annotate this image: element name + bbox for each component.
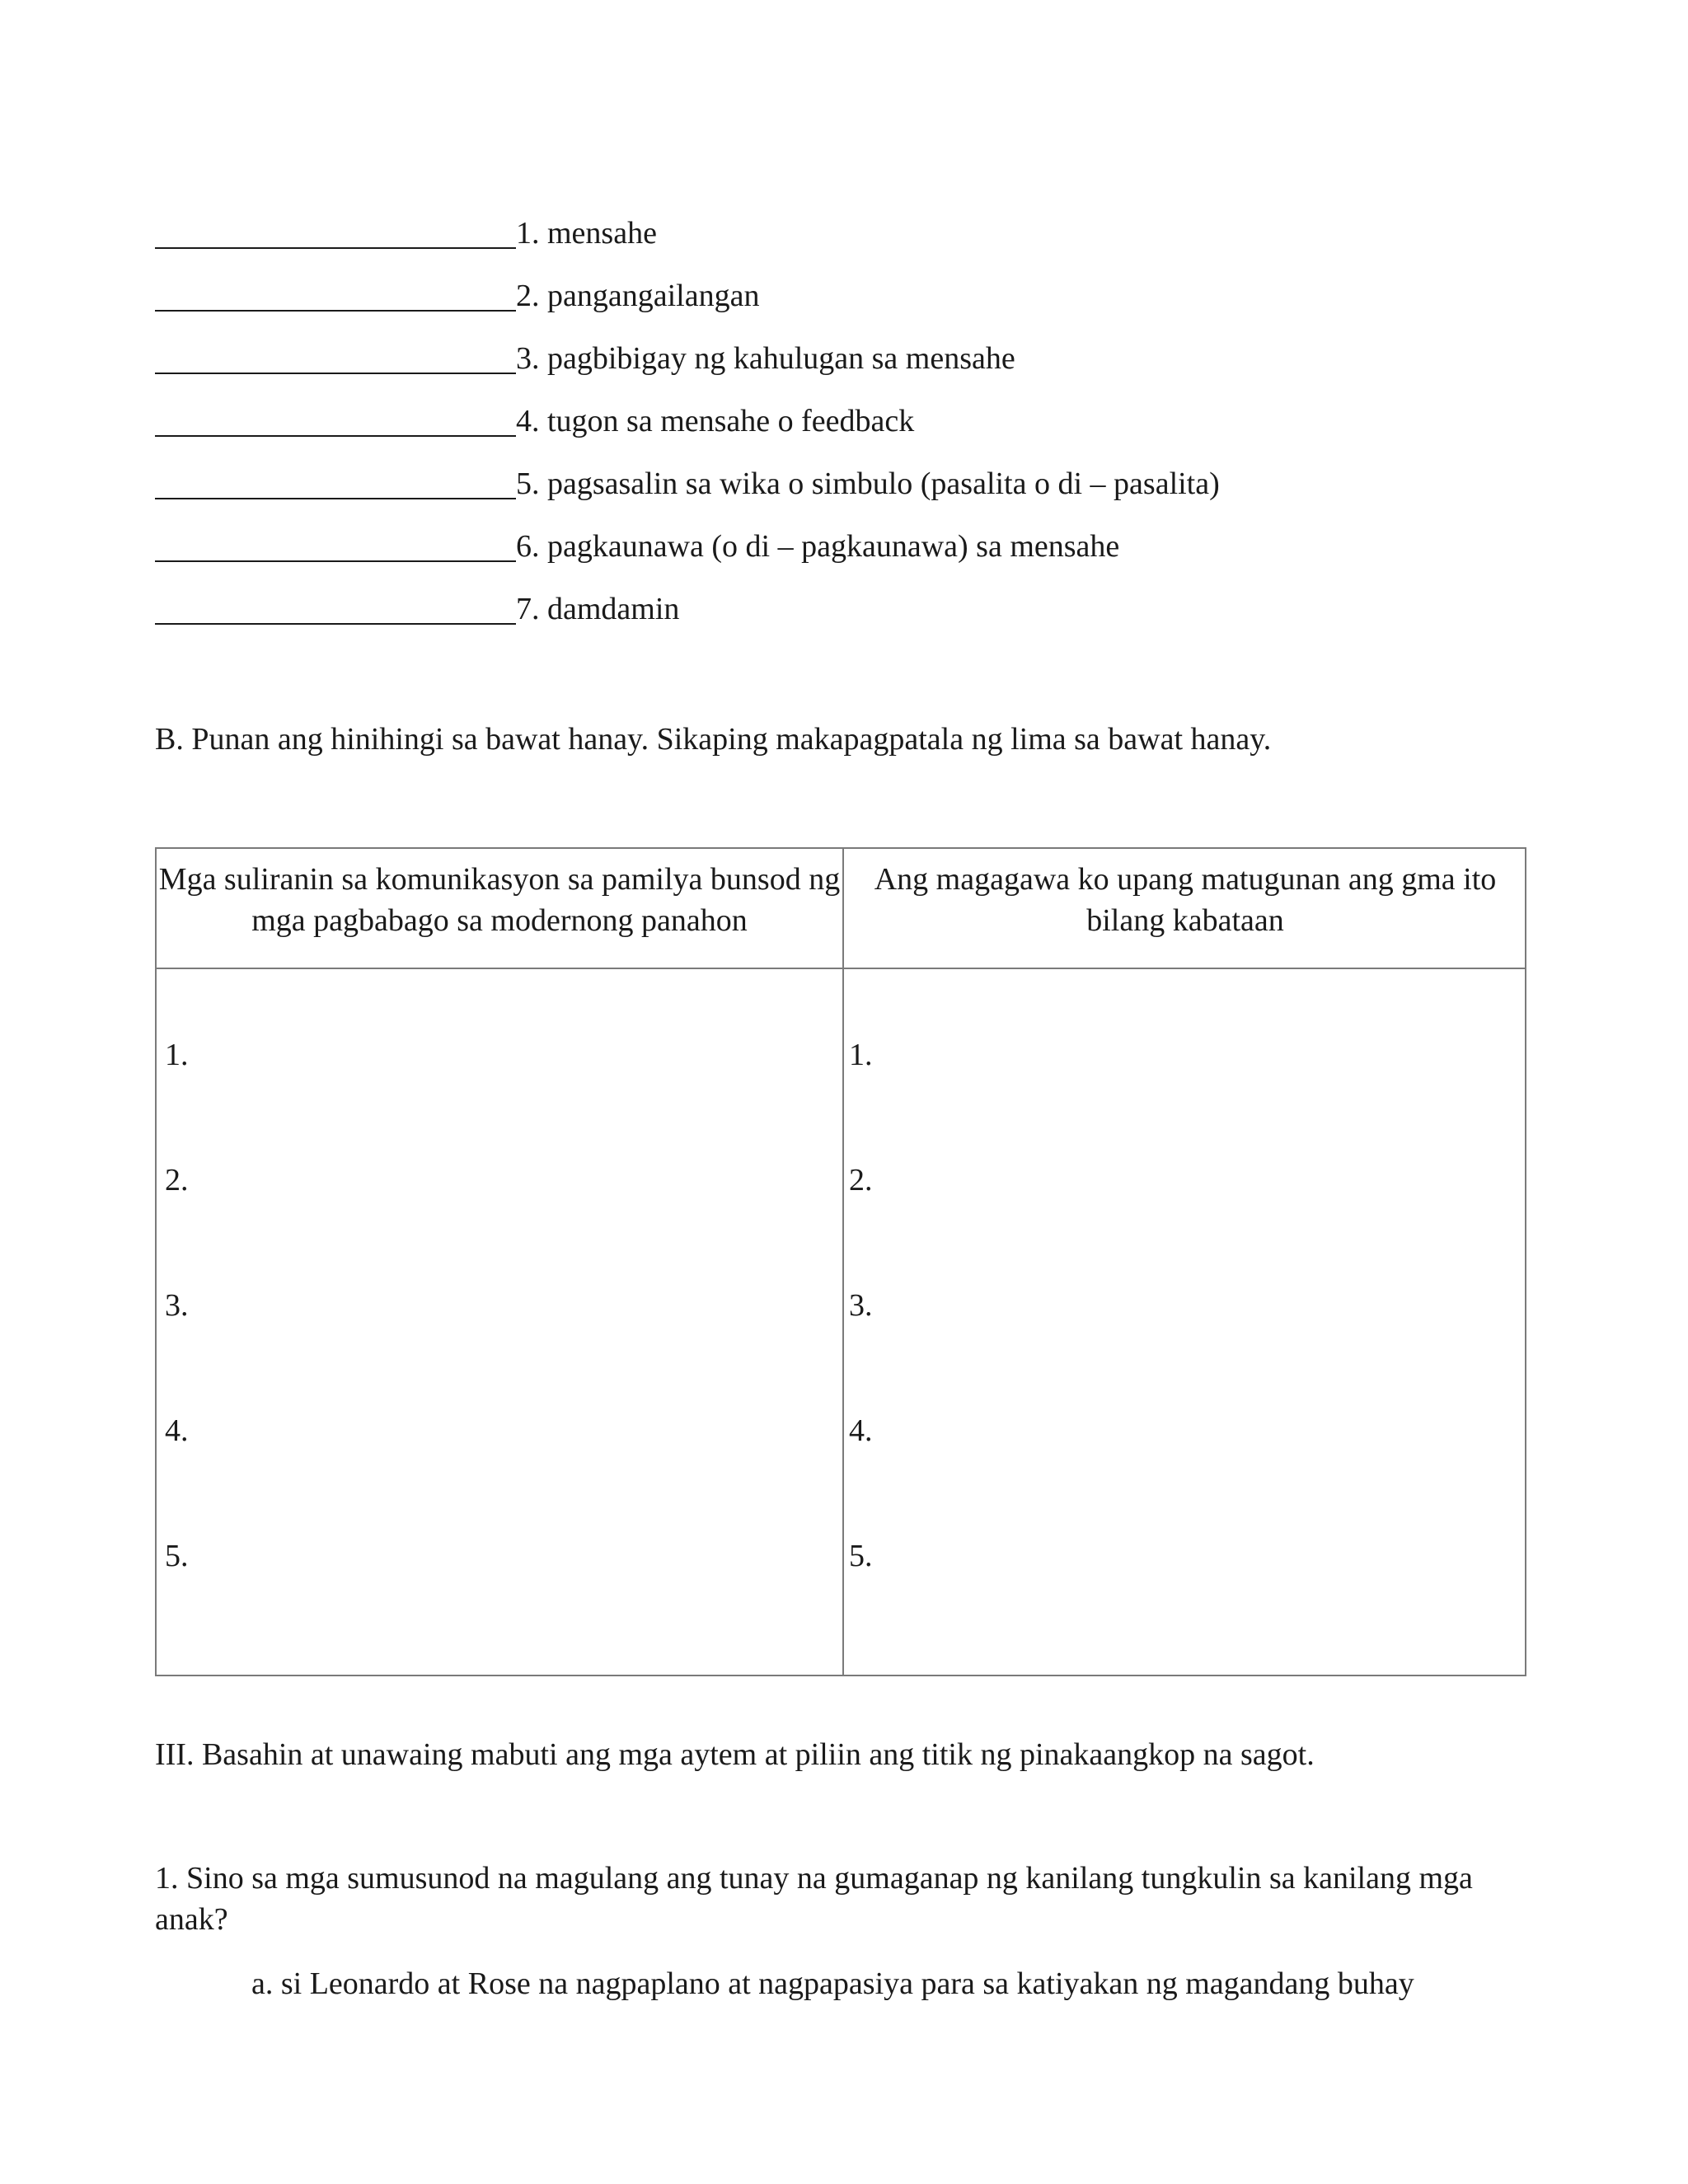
matching-item-text: 3. pagbibigay ng kahulugan sa mensahe	[516, 341, 1015, 376]
matching-item-text: 1. mensahe	[516, 216, 657, 251]
answer-blank[interactable]	[155, 585, 516, 625]
matching-item	[155, 269, 759, 318]
matching-item	[155, 457, 1220, 506]
matching-item-text: 4. tugon sa mensahe o feedback	[516, 404, 915, 438]
left-row-number: 1.	[165, 1038, 189, 1072]
matching-item	[155, 206, 657, 255]
matching-item-text: 7. damdamin	[516, 592, 680, 626]
choice-a: a. si Leonardo at Rose na nagpaplano at nagpapasiya para sa katiyakan ng magandang buhay	[251, 1966, 1414, 2001]
matching-item	[155, 582, 679, 631]
part-iii-instruction: III. Basahin at unawaing mabuti ang mga aytem at piliin ang titik ng pinakaangkop na sagot.	[155, 1737, 1315, 1772]
table-header-solutions: Ang magagawa ko upang matugunan ang gma ito bilang kabataan	[874, 862, 1497, 938]
answer-blank[interactable]	[155, 209, 516, 249]
answer-blank[interactable]	[155, 335, 516, 374]
right-row-number: 5.	[849, 1539, 873, 1573]
matching-item-text: 2. pangangailangan	[516, 279, 760, 313]
matching-item-text: 6. pagkaunawa (o di – pagkaunawa) sa mensahe	[516, 529, 1120, 564]
table-column-divider	[842, 849, 844, 1675]
left-row-number: 4.	[165, 1413, 189, 1448]
right-row-number: 2.	[849, 1163, 873, 1197]
matching-item	[155, 394, 914, 443]
answer-blank[interactable]	[155, 272, 516, 312]
right-row-number: 1.	[849, 1038, 873, 1072]
right-row-number: 4.	[849, 1413, 873, 1448]
matching-item-text: 5. pagsasalin sa wika o simbulo (pasalita o di – pasalita)	[516, 466, 1220, 501]
table-header-problems: Mga suliranin sa komunikasyon sa pamilya bunsod ng mga pagbabago sa modernong panahon	[158, 862, 841, 938]
answer-blank[interactable]	[155, 523, 516, 562]
right-row-number: 3.	[849, 1288, 873, 1323]
part-b-instruction: B. Punan ang hinihingi sa bawat hanay. Sikaping makapagpatala ng lima sa bawat hanay.	[155, 722, 1272, 757]
left-row-number: 2.	[165, 1163, 189, 1197]
matching-item	[155, 331, 1015, 381]
answer-table	[155, 847, 1526, 1676]
answer-blank[interactable]	[155, 460, 516, 499]
left-row-number: 5.	[165, 1539, 189, 1573]
answer-blank[interactable]	[155, 397, 516, 437]
table-header-divider	[157, 968, 1525, 969]
matching-item	[155, 519, 1119, 569]
question-1: 1. Sino sa mga sumusunod na magulang ang tunay na gumaganap ng kanilang tungkulin sa kanilang mga anak?	[155, 1861, 1473, 1937]
left-row-number: 3.	[165, 1288, 189, 1323]
